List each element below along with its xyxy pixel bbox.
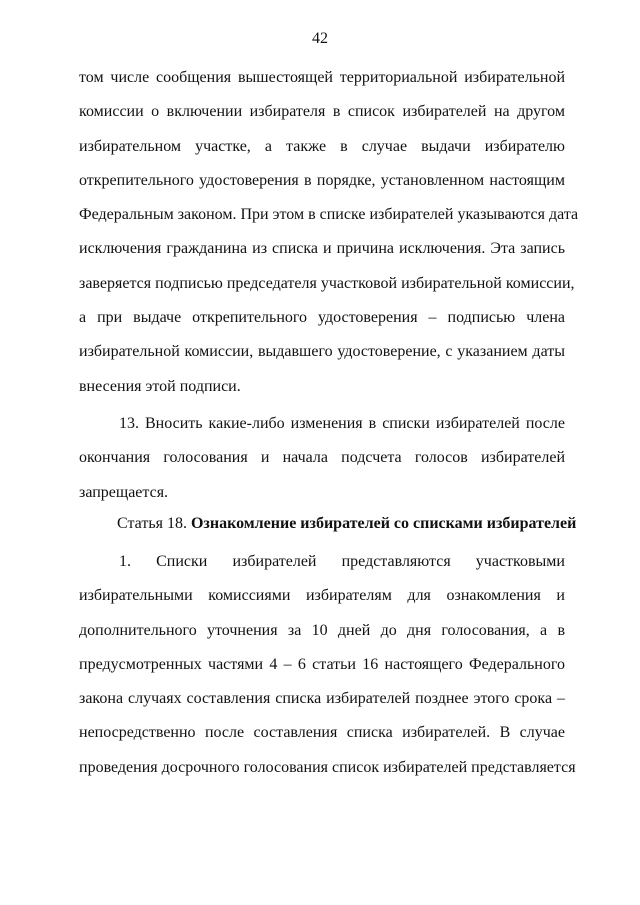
- page-number: 42: [312, 30, 328, 47]
- paragraph-continuation: [79, 68, 579, 411]
- text-line: окончания голосования и начала подсчета голосов избирателей: [79, 449, 565, 467]
- text-line: предусмотренных частями 4 – 6 статьи 16 настоящего Федерального: [79, 655, 565, 673]
- text-line: закона случаях составления списка избирателей позднее этого срока –: [79, 690, 565, 708]
- text-line: избирательными комиссиями избирателям для ознакомления и: [79, 587, 565, 605]
- text-line: внесения этой подписи.: [79, 377, 241, 395]
- text-line: комиссии о включении избирателя в список избирателей на другом: [79, 103, 565, 121]
- text-line: дополнительного уточнения за 10 дней до дня голосования, а в: [79, 621, 565, 639]
- article-heading: [117, 515, 576, 533]
- text-line: избирательном участке, а также в случае выдачи избирателю: [79, 137, 565, 155]
- text-line: непосредственно после составления списка избирателей. В случае: [79, 724, 565, 742]
- text-line: а при выдаче открепительного удостоверения – подписью члена: [79, 309, 565, 327]
- text-line: открепительного удостоверения в порядке, установленном настоящим: [79, 171, 565, 189]
- text-line: проведения досрочного голосования список избирателей представляется: [79, 758, 576, 776]
- text-line: 1. Списки избирателей представляются участковыми: [119, 553, 565, 570]
- article-title: Ознакомление избирателей со списками избирателей: [190, 515, 577, 532]
- article-label: Статья 18.: [117, 515, 187, 532]
- article-paragraph-1: [79, 552, 576, 792]
- text-line: исключения гражданина из списка и причина исключения. Эта запись: [79, 240, 565, 258]
- paragraph-13: [79, 414, 565, 517]
- text-line: том числе сообщения вышестоящей территориальной избирательной: [79, 69, 565, 86]
- text-line: заверяется подписью председателя участковой избирательной комиссии,: [79, 274, 575, 292]
- text-line: Федеральным законом. При этом в списке избирателей указываются дата: [79, 206, 579, 224]
- text-line: запрещается.: [79, 483, 169, 501]
- text-line: 13. Вносить какие-либо изменения в списки избирателей после: [119, 415, 565, 432]
- text-line: избирательной комиссии, выдавшего удостоверение, с указанием даты: [79, 343, 565, 361]
